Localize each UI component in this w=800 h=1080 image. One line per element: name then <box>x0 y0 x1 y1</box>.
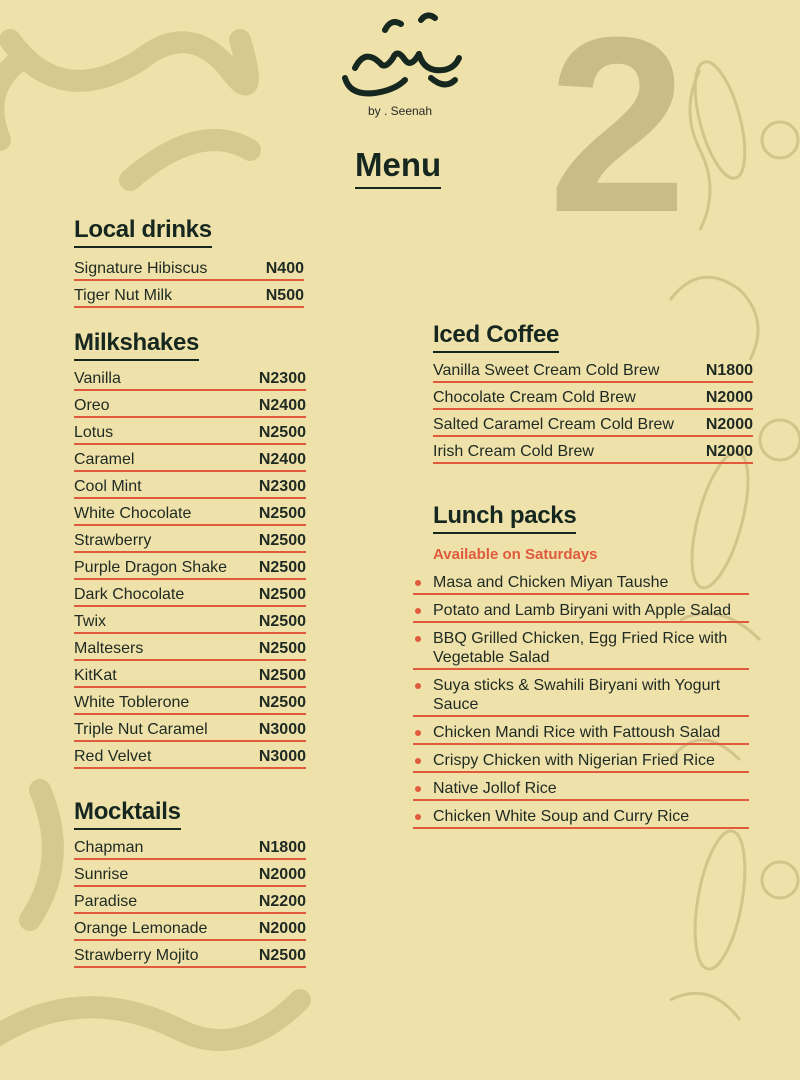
item-price: N2000 <box>705 416 753 433</box>
menu-item <box>433 410 753 437</box>
menu-item <box>74 742 306 769</box>
item-list <box>413 567 749 829</box>
item-price: N2300 <box>258 478 306 495</box>
section-mocktails <box>74 798 306 968</box>
availability-note: Available on Saturdays <box>433 546 598 563</box>
menu-item <box>433 437 753 464</box>
item-price: N2000 <box>705 443 753 460</box>
section-title: Mocktails <box>74 798 181 830</box>
item-name: Strawberry <box>74 532 152 549</box>
item-name: Cool Mint <box>74 478 142 495</box>
item-list <box>74 364 306 769</box>
lunch-item: Crispy Chicken with Nigerian Fried Rice <box>413 745 749 773</box>
item-price: N2500 <box>258 559 306 576</box>
section-title: Iced Coffee <box>433 321 559 353</box>
item-name: Chocolate Cream Cold Brew <box>433 389 636 406</box>
menu-item <box>74 391 306 418</box>
item-price: N1800 <box>258 839 306 856</box>
menu-item <box>74 418 306 445</box>
item-name: Purple Dragon Shake <box>74 559 227 576</box>
item-name: White Chocolate <box>74 505 192 522</box>
item-list <box>433 356 753 464</box>
menu-item <box>74 833 306 860</box>
item-price: N2500 <box>258 586 306 603</box>
lunch-item: Suya sticks & Swahili Biryani with Yogurt Sauce <box>413 670 749 717</box>
item-name: KitKat <box>74 667 117 684</box>
item-name: Dark Chocolate <box>74 586 185 603</box>
item-price: N400 <box>265 260 304 277</box>
menu-item <box>74 445 306 472</box>
lunch-item: BBQ Grilled Chicken, Egg Fried Rice with Vegetable Salad <box>413 623 749 670</box>
lunch-item: Chicken White Soup and Curry Rice <box>413 801 749 829</box>
section-title: Lunch packs <box>433 502 576 534</box>
item-name: Signature Hibiscus <box>74 260 208 277</box>
item-price: N2500 <box>258 640 306 657</box>
item-price: N2200 <box>258 893 306 910</box>
brand-logo <box>330 8 470 118</box>
page-number: 2 <box>548 0 688 264</box>
section-lunch-packs <box>413 502 749 829</box>
lunch-item: Masa and Chicken Miyan Taushe <box>413 567 749 595</box>
item-price: N2000 <box>705 389 753 406</box>
menu-item <box>74 688 306 715</box>
item-name: Oreo <box>74 397 110 414</box>
item-price: N2300 <box>258 370 306 387</box>
item-name: Orange Lemonade <box>74 920 208 937</box>
menu-item <box>74 281 304 308</box>
item-price: N2500 <box>258 694 306 711</box>
menu-item <box>74 634 306 661</box>
lunch-item: Chicken Mandi Rice with Fattoush Salad <box>413 717 749 745</box>
item-name: Paradise <box>74 893 138 910</box>
item-name: Vanilla Sweet Cream Cold Brew <box>433 362 660 379</box>
lunch-item: Potato and Lamb Biryani with Apple Salad <box>413 595 749 623</box>
menu-item <box>74 661 306 688</box>
item-name: Irish Cream Cold Brew <box>433 443 594 460</box>
item-price: N3000 <box>258 748 306 765</box>
item-list <box>74 254 304 308</box>
item-price: N2500 <box>258 613 306 630</box>
item-name: Twix <box>74 613 106 630</box>
item-name: Sunrise <box>74 866 129 883</box>
item-list <box>74 833 306 968</box>
item-name: Tiger Nut Milk <box>74 287 173 304</box>
menu-item <box>433 383 753 410</box>
seenah-logo-icon <box>335 8 465 100</box>
item-price: N2000 <box>258 866 306 883</box>
item-name: Strawberry Mojito <box>74 947 199 964</box>
menu-item <box>74 941 306 968</box>
item-price: N2500 <box>258 667 306 684</box>
menu-item <box>74 254 304 281</box>
menu-item <box>74 499 306 526</box>
menu-item <box>74 472 306 499</box>
item-price: N2500 <box>258 505 306 522</box>
item-price: N2400 <box>258 397 306 414</box>
menu-item <box>74 607 306 634</box>
item-name: Red Velvet <box>74 748 152 765</box>
item-name: Chapman <box>74 839 144 856</box>
menu-item <box>74 526 306 553</box>
lunch-item: Native Jollof Rice <box>413 773 749 801</box>
section-title: Milkshakes <box>74 329 199 361</box>
menu-item <box>74 860 306 887</box>
section-local-drinks <box>74 216 304 308</box>
item-price: N2500 <box>258 424 306 441</box>
section-iced-coffee <box>433 321 753 464</box>
item-name: Salted Caramel Cream Cold Brew <box>433 416 674 433</box>
menu-item <box>74 715 306 742</box>
item-price: N3000 <box>258 721 306 738</box>
item-name: Triple Nut Caramel <box>74 721 208 738</box>
section-title: Local drinks <box>74 216 212 248</box>
item-name: Maltesers <box>74 640 144 657</box>
item-name: Lotus <box>74 424 114 441</box>
item-price: N2500 <box>258 947 306 964</box>
item-name: White Toblerone <box>74 694 190 711</box>
menu-item <box>74 580 306 607</box>
item-name: Vanilla <box>74 370 121 387</box>
item-price: N2400 <box>258 451 306 468</box>
item-price: N2500 <box>258 532 306 549</box>
brand-byline: by . Seenah <box>367 104 433 118</box>
page-title: Menu <box>355 146 441 189</box>
item-price: N500 <box>265 287 304 304</box>
item-name: Caramel <box>74 451 135 468</box>
menu-item <box>74 887 306 914</box>
item-price: N2000 <box>258 920 306 937</box>
section-milkshakes <box>74 329 306 769</box>
menu-item <box>74 553 306 580</box>
menu-item <box>74 364 306 391</box>
menu-item <box>74 914 306 941</box>
menu-item <box>433 356 753 383</box>
item-price: N1800 <box>705 362 753 379</box>
